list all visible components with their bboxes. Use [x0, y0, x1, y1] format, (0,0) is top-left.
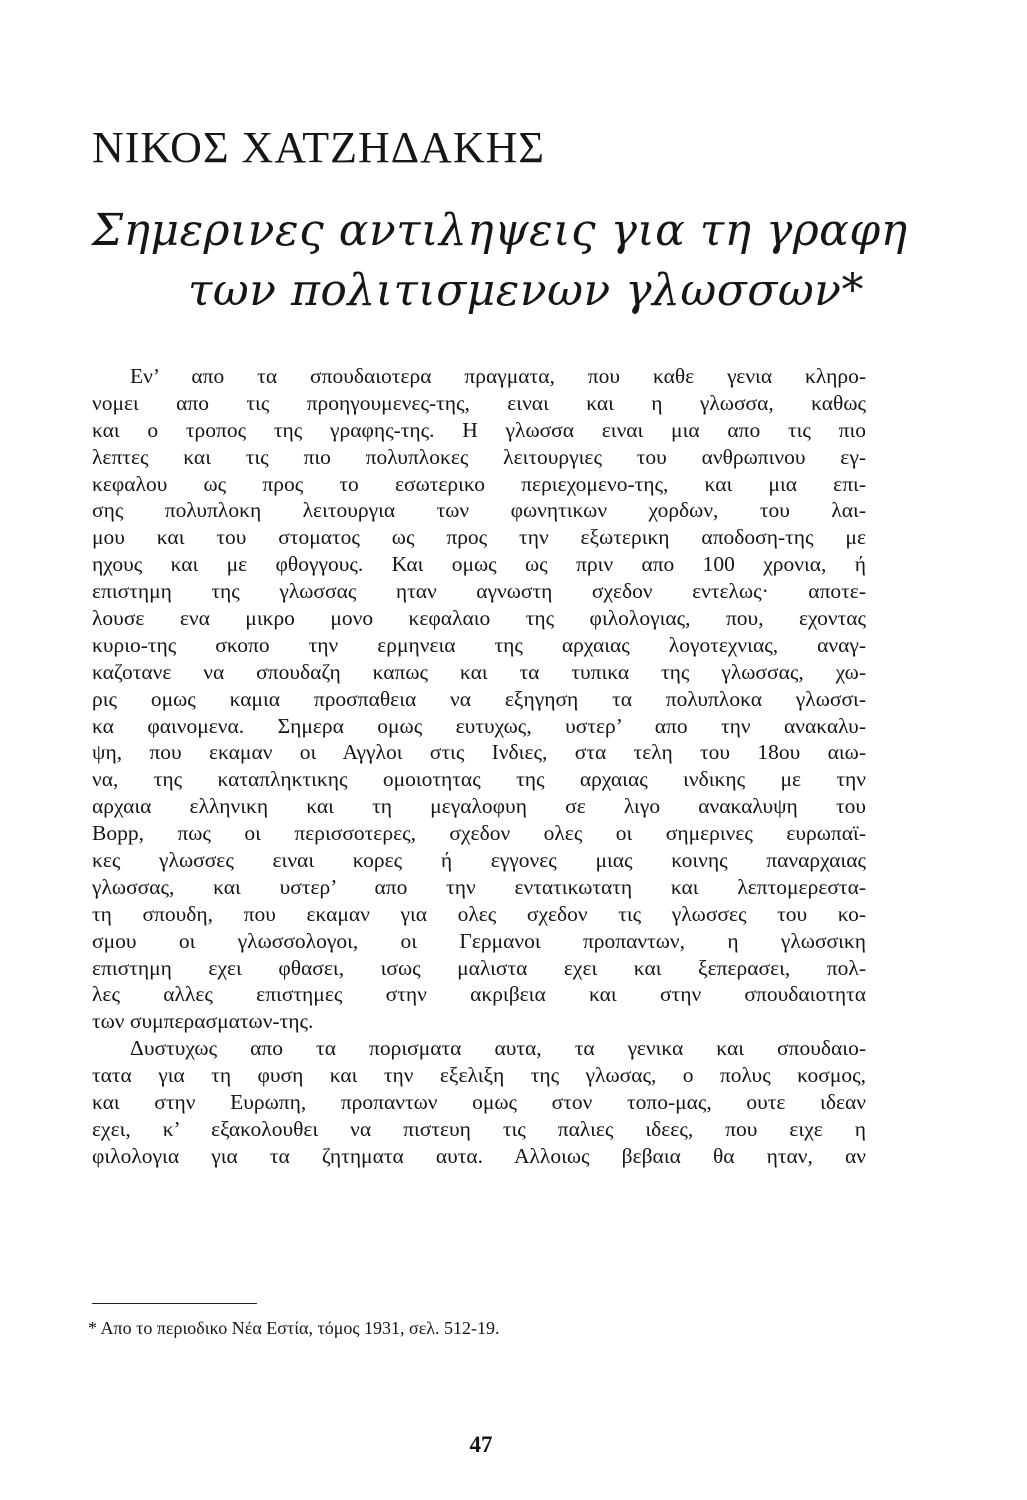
body-line: καζοτανε να σπουδαζη καπως και τα τυπικα της γλωσσας, χω-: [92, 659, 866, 684]
body-line: και στην Ευρωπη, προπαντων ομως στον τοπο-μας, ουτε ιδεαν: [92, 1090, 866, 1115]
body-line: κες γλωσσες ειναι κορες ή εγγονες μιας κοινης παναρχαιας: [92, 848, 866, 873]
body-line: ηχους και με φθογγους. Και ομως ως πριν απο 100 χρονια, ή: [92, 552, 866, 577]
page-number: 47: [469, 1432, 493, 1457]
body-line: σμου οι γλωσσολογοι, οι Γερμανοι προπαντων, η γλωσσικη: [92, 928, 866, 953]
body-line: κεφαλου ως προς το εσωτερικο περιεχομενο-της, και μια επι-: [92, 471, 866, 496]
body-line: φιλολογια για τα ζητηματα αυτα. Αλλοιως βεβαια θα ηταν, αν: [92, 1143, 866, 1168]
body-line: αρχαια ελληνικη και τη μεγαλοφυη σε λιγο ανακαλυψη του: [92, 794, 866, 819]
body-line: εχει, κ’ εξακολουθει να πιστευη τις παλιες ιδεες, που ειχε η: [92, 1116, 866, 1141]
body-line: λες αλλες επιστημες στην ακριβεια και στην σπουδαιοτητα: [92, 982, 866, 1007]
body-line: γλωσσας, και υστερ’ απο την εντατικωτατη και λεπτομερεστα-: [92, 874, 866, 899]
body-line: σης πολυπλοκη λειτουργια των φωνητικων χορδων, του λαι-: [92, 498, 866, 523]
body-line: να, της καταπληκτικης ομοιοτητας της αρχαιας ινδικης με την: [92, 767, 866, 792]
body-line: μου και του στοματος ως προς την εξωτερικη αποδοση-της με: [92, 525, 866, 550]
body-line: Bopp, πως οι περισσοτερες, σχεδον ολες οι σημερινες ευρωπαϊ-: [92, 821, 866, 846]
body-line: των συμπερασματων-της.: [92, 1009, 314, 1034]
body-line: λεπτες και τις πιο πολυπλοκες λειτουργιες του ανθρωπινου εγ-: [92, 444, 866, 469]
body-line: κυριο-της σκοπο την ερμηνεια της αρχαιας λογοτεχνιας, αναγ-: [92, 632, 866, 657]
body-line: τατα για τη φυση και την εξελιξη της γλωσας, ο πολυς κοσμος,: [92, 1063, 866, 1088]
article-title-line-1: Σημερινες αντιληψεις για τη γραφη: [92, 205, 908, 256]
body-line: ρις ομως καμια προσπαθεια να εξηγηση τα πολυπλοκα γλωσσι-: [92, 686, 866, 711]
body-line: κα φαινομενα. Σημερα ομως ευτυχως, υστερ’ απο την ανακαλυ-: [92, 713, 866, 738]
body-line: Δυστυχως απο τα πορισματα αυτα, τα γενικα και σπουδαιο-: [130, 1036, 866, 1061]
body-line: επιστημη εχει φθασει, ισως μαλιστα εχει και ξεπερασει, πολ-: [92, 955, 866, 980]
body-line: νομει απο τις προηγουμενες-της, ειναι και η γλωσσα, καθως: [92, 390, 866, 415]
article-title-line-2: των πολιτισμενων γλωσσων*: [188, 265, 864, 316]
author-name: ΝΙΚΟΣ ΧΑΤΖΗΔΑΚΗΣ: [92, 123, 546, 172]
body-line: λουσε ενα μικρο μονο κεφαλαιο της φιλολογιας, που, εχοντας: [92, 606, 866, 631]
article-body: [92, 363, 866, 1170]
body-line: επιστημη της γλωσσας ηταν αγνωστη σχεδον εντελως· αποτε-: [92, 579, 866, 604]
body-line: και ο τροπος της γραφης-της. Η γλωσσα ειναι μια απο τις πιο: [92, 417, 866, 442]
body-line: τη σπουδη, που εκαμαν για ολες σχεδον τις γλωσσες του κο-: [92, 901, 866, 926]
footnote-rule: [92, 1303, 257, 1304]
body-line: Εν’ απο τα σπουδαιοτερα πραγματα, που καθε γενια κληρο-: [130, 364, 866, 388]
body-line: ψη, που εκαμαν οι Αγγλοι στις Ινδιες, στα τελη του 18ου αιω-: [92, 740, 866, 765]
footnote: * Απο το περιοδικο Νέα Εστία, τόμος 1931, σελ. 512-19.: [88, 1318, 500, 1338]
